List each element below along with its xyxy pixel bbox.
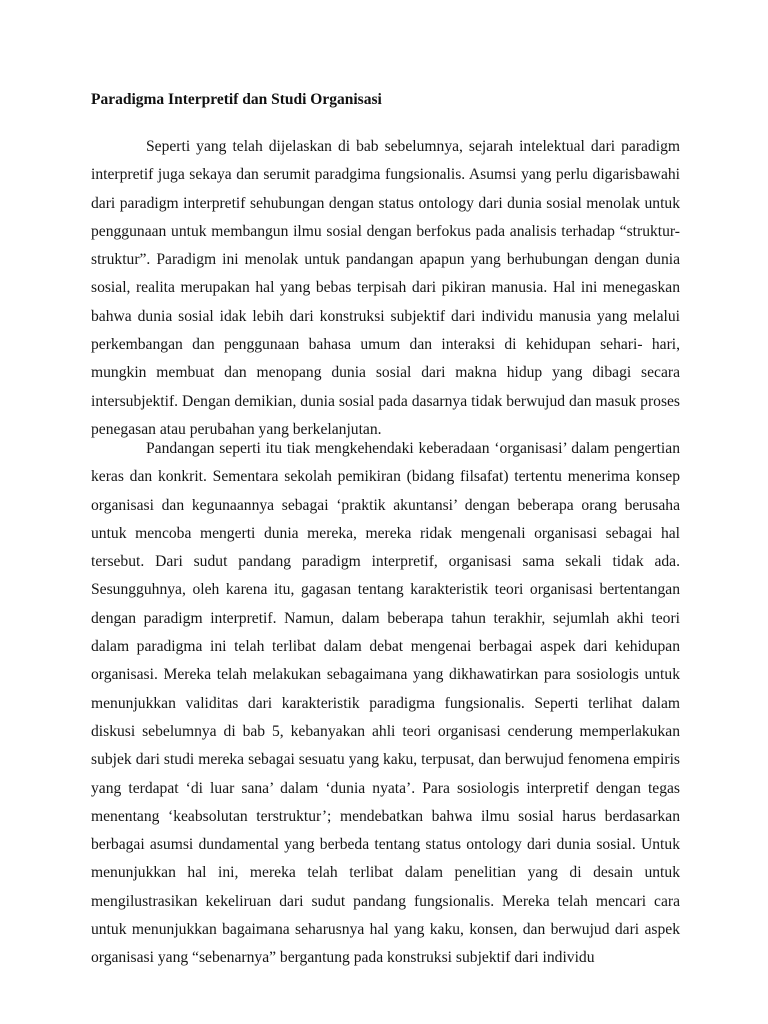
paragraph-1: Seperti yang telah dijelaskan di bab sebelumnya, sejarah intelektual dari paradigm interpretif juga sekaya dan serumit paradgima fungsionalis. Asumsi yang perlu digarisbawahi dari paradigm interpretif sehubungan dengan status ontology dari dunia sosial menolak untuk penggunaan untuk membangun ilmu sosial dengan berfokus pada analisis terhadap “struktur-struktur”. Paradigm ini menolak untuk pandangan apapun yang berhubungan dengan dunia sosial, realita merupakan hal yang bebas terpisah dari pikiran manusia. Hal ini menegaskan bahwa dunia sosial idak lebih dari konstruksi subjektif dari individu manusia yang melalui perkembangan dan penggunaan bahasa umum dan interaksi di kehidupan sehari- hari, mungkin membuat dan menopang dunia sosial dari makna hidup yang dibagi secara intersubjektif. Dengan demikian, dunia sosial pada dasarnya tidak berwujud dan masuk proses penegasan atau perubahan yang berkelanjutan. [91, 138, 680, 438]
document-title: Paradigma Interpretif dan Studi Organisasi [91, 91, 382, 108]
paragraph-2: Pandangan seperti itu tiak mengkehendaki keberadaan ‘organisasi’ dalam pengertian keras dan konkrit. Sementara sekolah pemikiran (bidang filsafat) tertentu menerima konsep organisasi dan kegunaannya sebagai ‘praktik akuntansi’ dengan beberapa orang berusaha untuk mencoba mengerti dunia mereka, mereka ridak mengenali organisasi sebagai hal tersebut. Dari sudut pandang paradigm interpretif, organisasi sama sekali tidak ada. Sesungguhnya, oleh karena itu, gagasan tentang karakteristik teori organisasi bertentangan dengan paradigm interpretif. Namun, dalam beberapa tahun terakhir, sejumlah akhi teori dalam paradigma ini telah terlibat dalam debat mengenai berbagai aspek dari kehidupan organisasi. Mereka telah melakukan sebagaimana yang dikhawatirkan para sosiologis untuk menunjukkan validitas dari karakteristik paradigma fungsionalis. Seperti terlihat dalam diskusi sebelumnya di bab 5, kebanyakan ahli teori organisasi cenderung memperlakukan subjek dari studi mereka sebagai sesuatu yang kaku, terpusat, dan berwujud fenomena empiris yang terdapat ‘di luar sana’ dalam ‘dunia nyata’. Para sosiologis interpretif dengan tegas menentang ‘keabsolutan terstruktur’; mendebatkan bahwa ilmu sosial harus berdasarkan berbagai asumsi dundamental yang berbeda tentang status ontology dari dunia sosial. Untuk menunjukkan hal ini, mereka telah terlibat dalam penelitian yang di desain untuk mengilustrasikan kekeliruan dari sudut pandang fungsionalis. Mereka telah mencari cara untuk menunjukkan bagaimana seharusnya hal yang kaku, konsen, dan berwujud dari aspek organisasi yang “sebenarnya” bergantung pada konstruksi subjektif dari individu [91, 440, 680, 967]
